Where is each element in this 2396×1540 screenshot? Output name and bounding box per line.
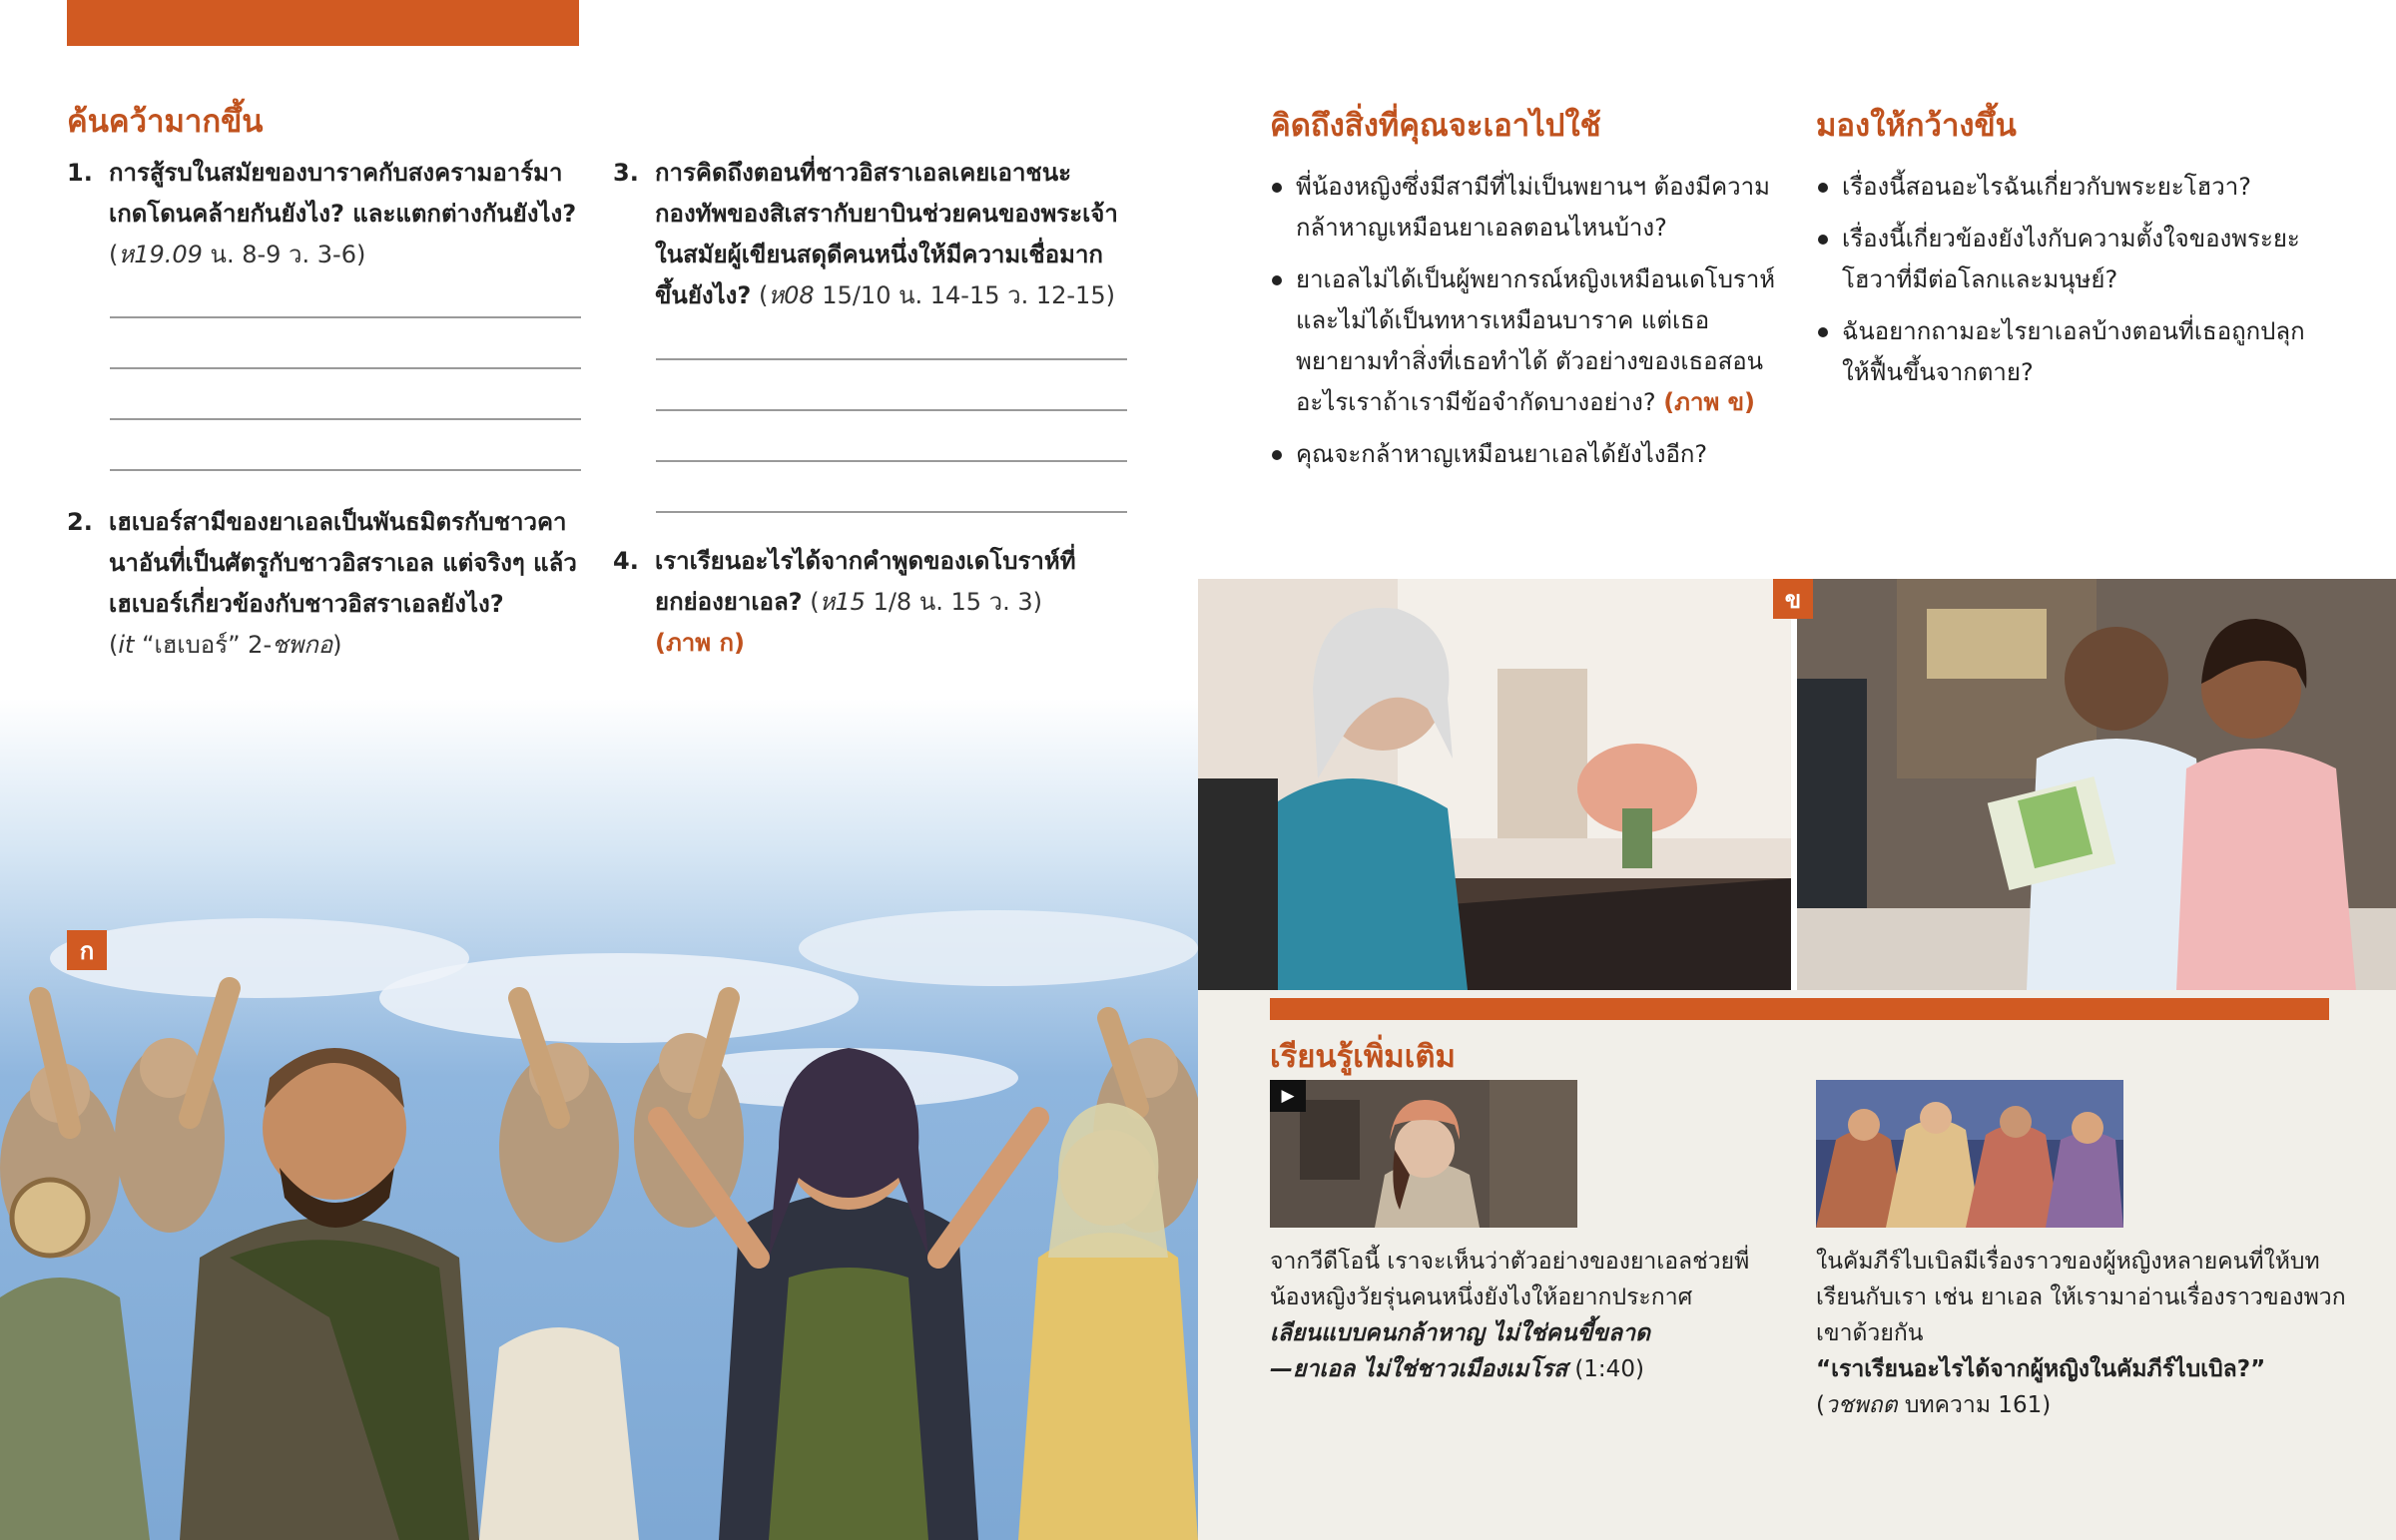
apply-bullet: คุณจะกล้าหาญเหมือนยาเอลได้ยังไงอีก? bbox=[1270, 434, 1789, 475]
answer-lines-1[interactable] bbox=[110, 267, 581, 471]
article-title[interactable]: “เราเรียนอะไรได้จากผู้หญิงในคัมภีร์ไบเบิล?” bbox=[1816, 1356, 2266, 1382]
play-icon[interactable]: ▶ bbox=[1270, 1080, 1306, 1112]
jael-celebration-illustration bbox=[0, 699, 1198, 1540]
image-badge-a: ก bbox=[67, 930, 107, 970]
video-duration: (1:40) bbox=[1567, 1356, 1644, 1382]
question-number: 1. bbox=[67, 159, 93, 187]
question-4 bbox=[613, 541, 1132, 664]
question-3 bbox=[613, 153, 1132, 316]
video-title[interactable]: เลียนแบบคนกล้าหาญ ไม่ใช่คนขี้ขลาด bbox=[1270, 1320, 1650, 1346]
apply-heading: คิดถึงสิ่งที่คุณจะเอาไปใช้ bbox=[1270, 108, 1601, 144]
answer-lines-3[interactable] bbox=[656, 309, 1127, 513]
image-reference-b: (ภาพ ข) bbox=[1663, 388, 1756, 416]
question-text: การคิดถึงตอนที่ชาวอิสราเอลเคยเอาชนะกองทัพของสิเสรากับยาบินช่วยคนของพระเจ้าในสมัยผู้เขียนสดุดีคนหนึ่งให้มีความเชื่อมากขึ้นยังไง? bbox=[655, 159, 1118, 309]
reference: (ห08 15/10 น. 14-15 ว. 12-15) bbox=[751, 281, 1115, 309]
question-number: 4. bbox=[613, 547, 639, 575]
photo-couple-reading bbox=[1797, 579, 2396, 990]
question-text: การสู้รบในสมัยของบาราคกับสงครามอาร์มาเกดโดนคล้ายกันยังไง? และแตกต่างกันยังไง? bbox=[109, 159, 577, 228]
apply-bullet: พี่น้องหญิงซึ่งมีสามีที่ไม่เป็นพยานฯ ต้องมีความกล้าหาญเหมือนยาเอลตอนไหนบ้าง? bbox=[1270, 167, 1789, 249]
article-thumbnail[interactable] bbox=[1816, 1080, 2123, 1228]
image-reference-a: (ภาพ ก) bbox=[655, 629, 745, 657]
learn-more-bar bbox=[1270, 998, 2329, 1020]
question-number: 3. bbox=[613, 159, 639, 187]
question-1 bbox=[67, 153, 586, 275]
broader-heading: มองให้กว้างขึ้น bbox=[1816, 108, 2017, 144]
reference: (ห15 1/8 น. 15 ว. 3) bbox=[802, 588, 1043, 616]
broader-bullet: เรื่องนี้เกี่ยวข้องยังไงกับความตั้งใจของพระยะโฮวาที่มีต่อโลกและมนุษย์? bbox=[1816, 219, 2315, 300]
broader-bullet: ฉันอยากถามอะไรยาเอลบ้างตอนที่เธอถูกปลุกให้ฟื้นขึ้นจากตาย? bbox=[1816, 311, 2315, 393]
question-2 bbox=[67, 502, 586, 666]
broader-bullet-list bbox=[1816, 167, 2315, 404]
question-number: 2. bbox=[67, 508, 93, 536]
reference: (it “เฮเบอร์” 2-ชพกอ) bbox=[109, 631, 342, 659]
apply-bullet: ยาเอลไม่ได้เป็นผู้พยากรณ์หญิงเหมือนเดโบราห์และไม่ได้เป็นทหารเหมือนบาราค แต่เธอพยายามทำสิ่งที่เธอทำได้ ตัวอย่างของเธอสอนอะไรเราถ้าเรามีข้อจำกัดบางอย่าง? (ภาพ ข) bbox=[1270, 259, 1789, 423]
article-description: ในคัมภีร์ไบเบิลมีเรื่องราวของผู้หญิงหลายคนที่ให้บทเรียนกับเรา เช่น ยาเอล ให้เรามาอ่านเรื่องราวของพวกเขาด้วยกัน “เราเรียนอะไรได้จากผู้หญิงในคัมภีร์ไบเบิล?” (วชพถต บทความ 161) bbox=[1816, 1249, 2346, 1418]
apply-bullet-list bbox=[1270, 167, 1789, 486]
top-orange-band bbox=[67, 0, 579, 46]
reference: (ห19.09 น. 8-9 ว. 3-6) bbox=[109, 241, 366, 268]
image-badge-b: ข bbox=[1773, 579, 1813, 619]
question-text: เราเรียนอะไรได้จากคำพูดของเดโบราห์ที่ยกย่องยาเอล? bbox=[655, 547, 1076, 616]
question-text: เฮเบอร์สามีของยาเอลเป็นพันธมิตรกับชาวคานาอันที่เป็นศัตรูกับชาวอิสราเอล แต่จริงๆ แล้วเฮเบอร์เกี่ยวข้องกับชาวอิสราเอลยังไง? bbox=[109, 508, 577, 618]
article-reference: (วชพถต บทความ 161) bbox=[1816, 1392, 2052, 1418]
video-thumbnail[interactable] bbox=[1270, 1080, 1577, 1228]
broader-bullet: เรื่องนี้สอนอะไรฉันเกี่ยวกับพระยะโฮวา? bbox=[1816, 167, 2315, 208]
learn-more-heading: เรียนรู้เพิ่มเติม bbox=[1270, 1039, 1456, 1075]
photo-elderly-sister-writing bbox=[1198, 579, 1791, 990]
video-description: จากวีดีโอนี้ เราจะเห็นว่าตัวอย่างของยาเอลช่วยพี่น้องหญิงวัยรุ่นคนหนึ่งยังไงให้อยากประกาศ เลียนแบบคนกล้าหาญ ไม่ใช่คนขี้ขลาด —ยาเอล ไม่ใช่ชาวเมืองเมโรส (1:40) bbox=[1270, 1249, 1750, 1382]
research-heading: ค้นคว้ามากขึ้น bbox=[67, 104, 264, 140]
